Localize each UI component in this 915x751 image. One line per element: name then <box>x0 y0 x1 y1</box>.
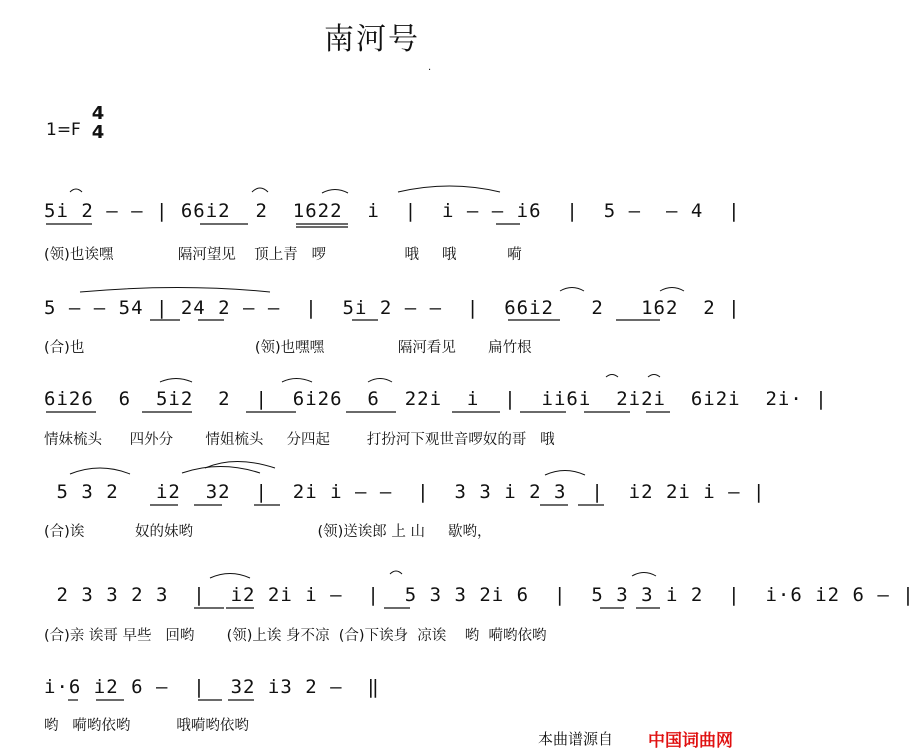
title-dot: . <box>428 62 432 73</box>
notation-row-6: i·6 i2 6 — | 32 i3 2 — ‖ <box>44 676 380 698</box>
notation-row-4: 5 3 2 i2 32 | 2i i — — | 3 3 i 2 3 | i2 2i i — | <box>44 481 766 503</box>
time-signature-top: 4 <box>91 103 105 124</box>
lyrics-row-1: (领)也诶嘿 隔河望见 顶上青 啰 哦 哦 嗬 <box>44 247 522 263</box>
notation-row-5: 2 3 3 2 3 | i2 2i i — | 5 3 3 2i 6 | 5 3 3 i 2 | i·6 i2 6 — | <box>44 584 915 606</box>
source-label: 本曲谱源自 <box>538 730 614 748</box>
site-logo[interactable]: 中国词曲网 <box>648 731 733 751</box>
time-signature-bottom: 4 <box>91 122 105 143</box>
lyrics-row-4: (合)诶 奴的妹哟 (领)送诶郎 上 山 歇哟， <box>44 524 492 540</box>
notation-row-3: 6i26 6 5i2 2 | 6i26 6 22i i | ii6i 2i2i 6i2i 2i· | <box>44 388 828 410</box>
notation-row-2: 5 — — 54 | 24 2 — — | 5i 2 — — | 66i2 2 162 2 | <box>44 297 741 319</box>
time-signature <box>90 104 106 142</box>
key-signature: 1=F <box>46 120 81 140</box>
song-title: 南河号 <box>324 22 420 57</box>
notation-row-1: 5i 2 — — | 66i2 2 1622 i | i — — i6 | 5 — — 4 | <box>44 200 741 222</box>
lyrics-row-3: 情妹梳头 四外分 情姐梳头 分四起 打扮河下观世音啰奴的哥 哦 <box>44 432 555 448</box>
lyrics-row-5: (合)亲 诶哥 早些 回哟 (领)上诶 身不凉 (合)下诶身 凉诶 哟 嗬哟依哟 <box>44 628 547 644</box>
lyrics-row-2: (合)也 (领)也嘿嘿 隔河看见 扁竹根 <box>44 340 532 356</box>
lyrics-row-6: 哟 嗬哟依哟 哦嗬哟依哟 <box>44 718 249 734</box>
